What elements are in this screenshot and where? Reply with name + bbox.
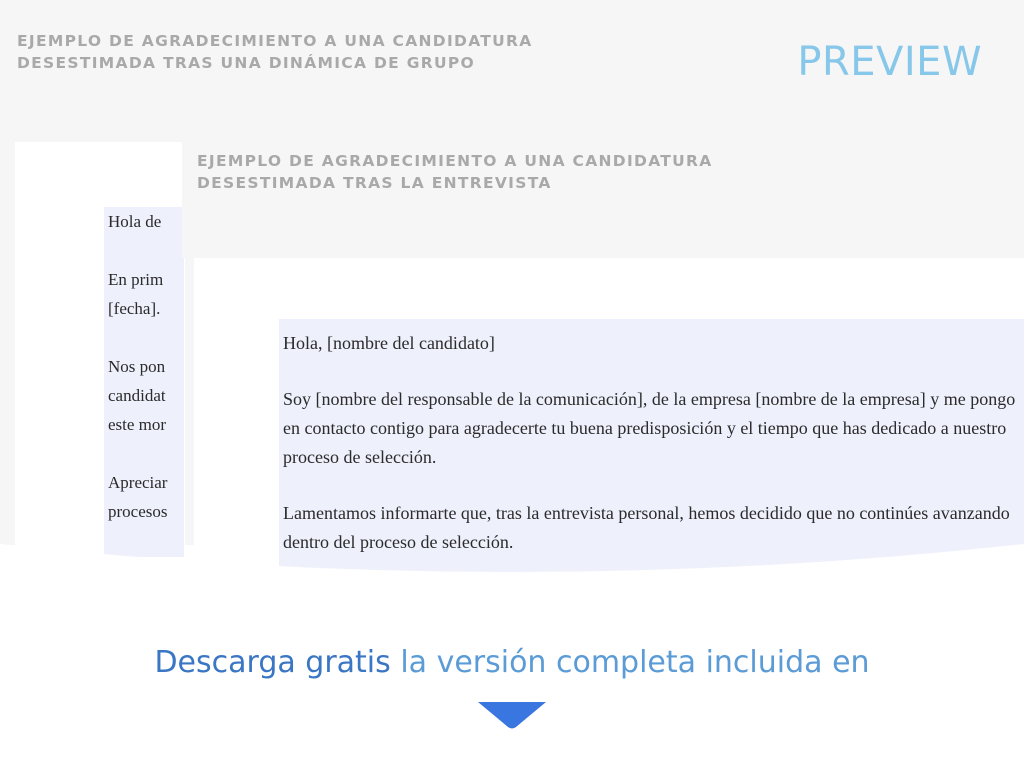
letter-paragraph: Soy [nombre del responsable de la comunicación], de la empresa [nombre de la empresa] y me pongo en contacto contigo para agradecerte tu buena predisposición y el tiempo que has dedicado a nuestro proceso de selección. <box>283 389 1016 467</box>
chevron-down-icon[interactable] <box>478 702 546 730</box>
letter-line: Nos pon <box>108 357 166 376</box>
download-cta-text: la versión completa incluida en <box>390 645 870 680</box>
download-cta[interactable] <box>0 641 1024 685</box>
letter-preview-group-dynamics <box>104 207 184 557</box>
letter-line: procesos <box>108 502 168 521</box>
preview-label: PREVIEW <box>797 39 982 85</box>
letter-line: Hola de <box>108 212 162 231</box>
template-card-title: EJEMPLO DE AGRADECIMIENTO A UNA CANDIDATURA DESESTIMADA TRAS LA ENTREVISTA <box>197 152 713 192</box>
fade-curve <box>0 520 1024 600</box>
letter-line: [fecha]. <box>108 299 161 318</box>
letter-greeting: Hola, [nombre del candidato] <box>283 333 495 353</box>
letter-line: este mor <box>108 415 167 434</box>
letter-line: candidat <box>108 386 166 405</box>
letter-paragraph: Lamentamos informarte que, tras la entrevista personal, hemos decidido que no continúes avanzando dentro del proceso de selección. <box>283 503 1010 552</box>
letter-line: Apreciar <box>108 473 168 492</box>
letter-line: En prim <box>108 270 164 289</box>
download-cta-strong[interactable]: Descarga gratis <box>154 645 391 680</box>
page-title: EJEMPLO DE AGRADECIMIENTO A UNA CANDIDATURA DESESTIMADA TRAS UNA DINÁMICA DE GRUPO <box>17 32 533 72</box>
